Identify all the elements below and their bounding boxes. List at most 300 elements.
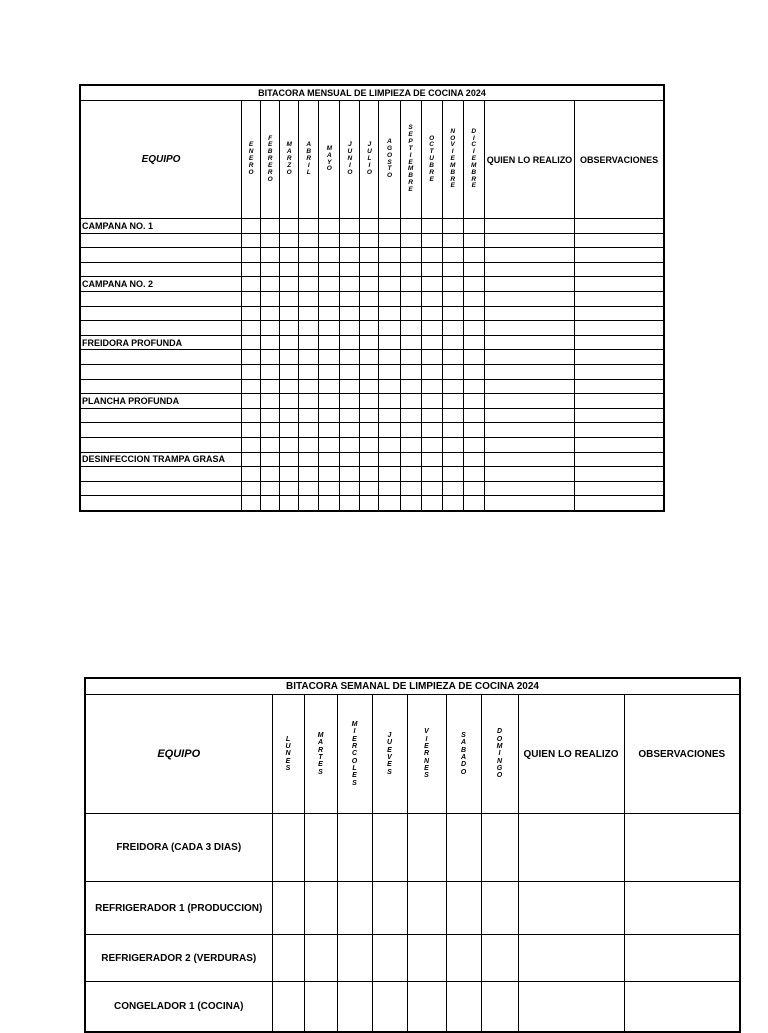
monthly-cell[interactable]: [379, 262, 400, 277]
monthly-cell[interactable]: [442, 277, 463, 292]
monthly-cell[interactable]: [242, 277, 261, 292]
monthly-cell[interactable]: [242, 481, 261, 496]
monthly-cell[interactable]: [340, 408, 360, 423]
monthly-cell[interactable]: [379, 481, 400, 496]
monthly-cell[interactable]: [340, 335, 360, 350]
monthly-cell[interactable]: [400, 394, 421, 409]
weekly-cell[interactable]: [272, 882, 304, 935]
monthly-cell[interactable]: [261, 306, 280, 321]
monthly-cell[interactable]: [575, 394, 664, 409]
monthly-cell[interactable]: [242, 379, 261, 394]
monthly-cell[interactable]: [575, 335, 664, 350]
monthly-equipo-cell[interactable]: [80, 350, 242, 365]
monthly-cell[interactable]: [319, 423, 340, 438]
monthly-equipo-cell[interactable]: [80, 423, 242, 438]
monthly-cell[interactable]: [400, 277, 421, 292]
monthly-cell[interactable]: [421, 496, 442, 511]
monthly-cell[interactable]: [379, 233, 400, 248]
weekly-cell[interactable]: [481, 882, 518, 935]
monthly-cell[interactable]: [442, 248, 463, 263]
monthly-cell[interactable]: [319, 496, 340, 511]
monthly-cell[interactable]: [261, 291, 280, 306]
monthly-cell[interactable]: [463, 277, 484, 292]
monthly-cell[interactable]: [242, 437, 261, 452]
monthly-cell[interactable]: [360, 262, 379, 277]
weekly-cell[interactable]: [337, 935, 372, 982]
monthly-cell[interactable]: [400, 321, 421, 336]
monthly-cell[interactable]: [360, 233, 379, 248]
monthly-cell[interactable]: [400, 481, 421, 496]
monthly-cell[interactable]: [442, 437, 463, 452]
monthly-cell[interactable]: [360, 379, 379, 394]
monthly-cell[interactable]: [280, 350, 299, 365]
monthly-cell[interactable]: [400, 364, 421, 379]
monthly-cell[interactable]: [299, 277, 319, 292]
monthly-cell[interactable]: [299, 379, 319, 394]
monthly-cell[interactable]: [575, 350, 664, 365]
monthly-cell[interactable]: [421, 321, 442, 336]
monthly-cell[interactable]: [299, 262, 319, 277]
monthly-cell[interactable]: [242, 335, 261, 350]
monthly-cell[interactable]: [421, 364, 442, 379]
monthly-cell[interactable]: [421, 306, 442, 321]
monthly-cell[interactable]: [400, 467, 421, 482]
monthly-cell[interactable]: [242, 306, 261, 321]
monthly-cell[interactable]: [299, 394, 319, 409]
monthly-cell[interactable]: [400, 219, 421, 234]
monthly-cell[interactable]: [400, 408, 421, 423]
monthly-cell[interactable]: [575, 423, 664, 438]
monthly-cell[interactable]: [360, 277, 379, 292]
monthly-cell[interactable]: [463, 248, 484, 263]
monthly-equipo-cell[interactable]: [80, 248, 242, 263]
monthly-cell[interactable]: [484, 335, 574, 350]
monthly-cell[interactable]: [280, 321, 299, 336]
monthly-cell[interactable]: [400, 423, 421, 438]
monthly-cell[interactable]: [261, 262, 280, 277]
monthly-cell[interactable]: [261, 452, 280, 467]
weekly-cell[interactable]: [372, 814, 407, 882]
monthly-cell[interactable]: [299, 452, 319, 467]
monthly-cell[interactable]: [575, 291, 664, 306]
monthly-cell[interactable]: [319, 248, 340, 263]
weekly-cell[interactable]: [624, 814, 740, 882]
monthly-cell[interactable]: [340, 219, 360, 234]
monthly-cell[interactable]: [379, 219, 400, 234]
monthly-cell[interactable]: [261, 423, 280, 438]
monthly-cell[interactable]: [299, 248, 319, 263]
weekly-cell[interactable]: [446, 982, 481, 1033]
monthly-cell[interactable]: [261, 467, 280, 482]
monthly-cell[interactable]: [575, 219, 664, 234]
monthly-cell[interactable]: [280, 364, 299, 379]
monthly-cell[interactable]: [280, 291, 299, 306]
monthly-cell[interactable]: [484, 379, 574, 394]
weekly-cell[interactable]: [518, 882, 624, 935]
monthly-cell[interactable]: [261, 350, 280, 365]
monthly-cell[interactable]: [340, 277, 360, 292]
monthly-cell[interactable]: [421, 437, 442, 452]
weekly-cell[interactable]: [624, 882, 740, 935]
monthly-cell[interactable]: [319, 481, 340, 496]
monthly-cell[interactable]: [319, 277, 340, 292]
monthly-cell[interactable]: [421, 408, 442, 423]
monthly-cell[interactable]: [442, 481, 463, 496]
monthly-cell[interactable]: [484, 321, 574, 336]
monthly-cell[interactable]: [379, 452, 400, 467]
monthly-cell[interactable]: [261, 496, 280, 511]
monthly-cell[interactable]: [421, 350, 442, 365]
monthly-cell[interactable]: [484, 248, 574, 263]
monthly-cell[interactable]: [421, 277, 442, 292]
monthly-cell[interactable]: [400, 262, 421, 277]
monthly-cell[interactable]: [379, 335, 400, 350]
monthly-cell[interactable]: [340, 233, 360, 248]
monthly-cell[interactable]: [442, 335, 463, 350]
monthly-cell[interactable]: [463, 364, 484, 379]
monthly-cell[interactable]: [261, 321, 280, 336]
weekly-cell[interactable]: [304, 982, 337, 1033]
monthly-cell[interactable]: [379, 437, 400, 452]
monthly-cell[interactable]: [299, 496, 319, 511]
weekly-cell[interactable]: [337, 982, 372, 1033]
monthly-cell[interactable]: [463, 350, 484, 365]
monthly-cell[interactable]: [379, 248, 400, 263]
monthly-cell[interactable]: [484, 277, 574, 292]
monthly-cell[interactable]: [421, 481, 442, 496]
monthly-cell[interactable]: [463, 262, 484, 277]
monthly-cell[interactable]: [379, 306, 400, 321]
weekly-cell[interactable]: [446, 935, 481, 982]
monthly-cell[interactable]: [360, 437, 379, 452]
monthly-cell[interactable]: [575, 321, 664, 336]
monthly-cell[interactable]: [360, 291, 379, 306]
monthly-cell[interactable]: [463, 423, 484, 438]
monthly-cell[interactable]: [319, 219, 340, 234]
monthly-cell[interactable]: [442, 408, 463, 423]
monthly-equipo-cell[interactable]: [80, 306, 242, 321]
weekly-cell[interactable]: [481, 982, 518, 1033]
monthly-cell[interactable]: [484, 481, 574, 496]
monthly-cell[interactable]: [463, 437, 484, 452]
monthly-cell[interactable]: [319, 350, 340, 365]
monthly-cell[interactable]: [242, 364, 261, 379]
monthly-cell[interactable]: [360, 452, 379, 467]
monthly-cell[interactable]: [340, 467, 360, 482]
monthly-cell[interactable]: [360, 364, 379, 379]
monthly-cell[interactable]: [400, 379, 421, 394]
weekly-cell[interactable]: [372, 935, 407, 982]
monthly-cell[interactable]: [340, 423, 360, 438]
monthly-cell[interactable]: [575, 481, 664, 496]
monthly-cell[interactable]: [360, 335, 379, 350]
monthly-cell[interactable]: [575, 467, 664, 482]
monthly-cell[interactable]: [319, 408, 340, 423]
monthly-cell[interactable]: [575, 277, 664, 292]
monthly-cell[interactable]: [280, 306, 299, 321]
monthly-cell[interactable]: [463, 291, 484, 306]
monthly-cell[interactable]: [484, 291, 574, 306]
monthly-cell[interactable]: [280, 423, 299, 438]
monthly-cell[interactable]: [319, 364, 340, 379]
monthly-cell[interactable]: [261, 394, 280, 409]
monthly-cell[interactable]: [421, 394, 442, 409]
monthly-cell[interactable]: [340, 437, 360, 452]
monthly-cell[interactable]: [442, 262, 463, 277]
weekly-cell[interactable]: [272, 814, 304, 882]
weekly-cell[interactable]: [624, 935, 740, 982]
monthly-cell[interactable]: [484, 496, 574, 511]
weekly-cell[interactable]: [407, 935, 446, 982]
monthly-cell[interactable]: [242, 408, 261, 423]
monthly-cell[interactable]: [360, 248, 379, 263]
monthly-cell[interactable]: [360, 423, 379, 438]
monthly-cell[interactable]: [484, 364, 574, 379]
monthly-cell[interactable]: [484, 467, 574, 482]
weekly-cell[interactable]: [337, 882, 372, 935]
monthly-cell[interactable]: [340, 321, 360, 336]
monthly-cell[interactable]: [442, 233, 463, 248]
monthly-cell[interactable]: [299, 467, 319, 482]
monthly-cell[interactable]: [299, 335, 319, 350]
monthly-cell[interactable]: [261, 408, 280, 423]
monthly-cell[interactable]: [575, 379, 664, 394]
monthly-cell[interactable]: [319, 321, 340, 336]
weekly-cell[interactable]: [624, 982, 740, 1033]
monthly-cell[interactable]: [379, 277, 400, 292]
monthly-cell[interactable]: [400, 248, 421, 263]
monthly-cell[interactable]: [360, 481, 379, 496]
monthly-cell[interactable]: [299, 350, 319, 365]
weekly-cell[interactable]: [372, 882, 407, 935]
monthly-cell[interactable]: [299, 437, 319, 452]
monthly-cell[interactable]: [299, 481, 319, 496]
monthly-cell[interactable]: [319, 467, 340, 482]
monthly-equipo-cell[interactable]: [80, 496, 242, 511]
monthly-cell[interactable]: [242, 394, 261, 409]
monthly-cell[interactable]: [340, 481, 360, 496]
monthly-cell[interactable]: [484, 423, 574, 438]
monthly-cell[interactable]: [360, 350, 379, 365]
monthly-cell[interactable]: [442, 379, 463, 394]
monthly-cell[interactable]: [575, 452, 664, 467]
monthly-cell[interactable]: [261, 219, 280, 234]
weekly-cell[interactable]: [518, 935, 624, 982]
monthly-cell[interactable]: [360, 321, 379, 336]
monthly-cell[interactable]: [442, 219, 463, 234]
monthly-cell[interactable]: [575, 233, 664, 248]
monthly-cell[interactable]: [463, 335, 484, 350]
monthly-cell[interactable]: [575, 262, 664, 277]
monthly-cell[interactable]: [442, 321, 463, 336]
monthly-cell[interactable]: [442, 423, 463, 438]
monthly-cell[interactable]: [242, 321, 261, 336]
monthly-cell[interactable]: [400, 452, 421, 467]
monthly-cell[interactable]: [379, 379, 400, 394]
monthly-cell[interactable]: [379, 291, 400, 306]
monthly-cell[interactable]: [340, 452, 360, 467]
monthly-cell[interactable]: [261, 277, 280, 292]
monthly-cell[interactable]: [319, 291, 340, 306]
monthly-cell[interactable]: [340, 496, 360, 511]
weekly-cell[interactable]: [481, 814, 518, 882]
monthly-cell[interactable]: [484, 394, 574, 409]
monthly-cell[interactable]: [280, 408, 299, 423]
monthly-cell[interactable]: [484, 233, 574, 248]
monthly-cell[interactable]: [360, 306, 379, 321]
monthly-cell[interactable]: [319, 379, 340, 394]
monthly-cell[interactable]: [400, 233, 421, 248]
monthly-cell[interactable]: [484, 437, 574, 452]
monthly-cell[interactable]: [400, 291, 421, 306]
weekly-cell[interactable]: [446, 814, 481, 882]
monthly-equipo-cell[interactable]: [80, 379, 242, 394]
monthly-cell[interactable]: [280, 452, 299, 467]
monthly-cell[interactable]: [484, 350, 574, 365]
monthly-cell[interactable]: [463, 408, 484, 423]
monthly-cell[interactable]: [242, 248, 261, 263]
weekly-cell[interactable]: [272, 982, 304, 1033]
monthly-cell[interactable]: [340, 306, 360, 321]
monthly-equipo-cell[interactable]: [80, 262, 242, 277]
monthly-cell[interactable]: [299, 321, 319, 336]
monthly-cell[interactable]: [484, 306, 574, 321]
monthly-cell[interactable]: [575, 496, 664, 511]
monthly-cell[interactable]: [299, 233, 319, 248]
monthly-cell[interactable]: [379, 321, 400, 336]
monthly-cell[interactable]: [261, 335, 280, 350]
weekly-cell[interactable]: [518, 982, 624, 1033]
monthly-cell[interactable]: [340, 291, 360, 306]
monthly-cell[interactable]: [379, 496, 400, 511]
weekly-cell[interactable]: [304, 882, 337, 935]
monthly-cell[interactable]: [463, 219, 484, 234]
monthly-cell[interactable]: [484, 452, 574, 467]
monthly-cell[interactable]: [463, 306, 484, 321]
monthly-cell[interactable]: [442, 394, 463, 409]
monthly-cell[interactable]: [242, 452, 261, 467]
weekly-cell[interactable]: [337, 814, 372, 882]
monthly-cell[interactable]: [280, 379, 299, 394]
monthly-cell[interactable]: [360, 496, 379, 511]
monthly-cell[interactable]: [242, 350, 261, 365]
monthly-cell[interactable]: [319, 233, 340, 248]
monthly-cell[interactable]: [463, 394, 484, 409]
monthly-cell[interactable]: [280, 467, 299, 482]
monthly-cell[interactable]: [442, 291, 463, 306]
monthly-cell[interactable]: [463, 379, 484, 394]
monthly-cell[interactable]: [484, 219, 574, 234]
monthly-cell[interactable]: [379, 364, 400, 379]
weekly-cell[interactable]: [372, 982, 407, 1033]
monthly-cell[interactable]: [299, 219, 319, 234]
monthly-cell[interactable]: [463, 467, 484, 482]
monthly-cell[interactable]: [400, 335, 421, 350]
weekly-cell[interactable]: [304, 814, 337, 882]
monthly-cell[interactable]: [319, 306, 340, 321]
monthly-cell[interactable]: [379, 423, 400, 438]
monthly-cell[interactable]: [242, 467, 261, 482]
monthly-cell[interactable]: [299, 423, 319, 438]
weekly-cell[interactable]: [304, 935, 337, 982]
monthly-equipo-cell[interactable]: [80, 408, 242, 423]
monthly-cell[interactable]: [280, 262, 299, 277]
monthly-cell[interactable]: [261, 248, 280, 263]
weekly-cell[interactable]: [407, 982, 446, 1033]
monthly-cell[interactable]: [442, 452, 463, 467]
monthly-cell[interactable]: [340, 379, 360, 394]
monthly-cell[interactable]: [463, 452, 484, 467]
monthly-cell[interactable]: [280, 233, 299, 248]
monthly-cell[interactable]: [319, 452, 340, 467]
monthly-cell[interactable]: [299, 306, 319, 321]
monthly-cell[interactable]: [340, 350, 360, 365]
monthly-cell[interactable]: [340, 262, 360, 277]
monthly-equipo-cell[interactable]: [80, 291, 242, 306]
monthly-cell[interactable]: [463, 481, 484, 496]
monthly-cell[interactable]: [421, 467, 442, 482]
monthly-cell[interactable]: [463, 321, 484, 336]
monthly-cell[interactable]: [421, 291, 442, 306]
monthly-cell[interactable]: [442, 350, 463, 365]
monthly-cell[interactable]: [261, 437, 280, 452]
monthly-cell[interactable]: [400, 437, 421, 452]
monthly-equipo-cell[interactable]: [80, 364, 242, 379]
monthly-cell[interactable]: [421, 335, 442, 350]
monthly-cell[interactable]: [379, 350, 400, 365]
monthly-cell[interactable]: [575, 306, 664, 321]
monthly-cell[interactable]: [360, 408, 379, 423]
monthly-cell[interactable]: [280, 335, 299, 350]
monthly-cell[interactable]: [280, 248, 299, 263]
monthly-cell[interactable]: [261, 379, 280, 394]
monthly-cell[interactable]: [242, 262, 261, 277]
monthly-equipo-cell[interactable]: [80, 467, 242, 482]
monthly-cell[interactable]: [421, 219, 442, 234]
monthly-cell[interactable]: [484, 408, 574, 423]
monthly-cell[interactable]: [400, 350, 421, 365]
monthly-cell[interactable]: [242, 496, 261, 511]
monthly-cell[interactable]: [463, 233, 484, 248]
monthly-cell[interactable]: [421, 379, 442, 394]
monthly-cell[interactable]: [421, 233, 442, 248]
monthly-cell[interactable]: [575, 364, 664, 379]
monthly-cell[interactable]: [299, 408, 319, 423]
monthly-cell[interactable]: [484, 262, 574, 277]
monthly-cell[interactable]: [261, 233, 280, 248]
monthly-cell[interactable]: [442, 364, 463, 379]
monthly-cell[interactable]: [261, 364, 280, 379]
monthly-cell[interactable]: [340, 364, 360, 379]
monthly-cell[interactable]: [280, 481, 299, 496]
monthly-cell[interactable]: [360, 467, 379, 482]
monthly-cell[interactable]: [442, 496, 463, 511]
monthly-cell[interactable]: [360, 219, 379, 234]
monthly-cell[interactable]: [575, 437, 664, 452]
monthly-cell[interactable]: [379, 408, 400, 423]
monthly-equipo-cell[interactable]: [80, 437, 242, 452]
monthly-cell[interactable]: [299, 291, 319, 306]
monthly-cell[interactable]: [421, 423, 442, 438]
monthly-cell[interactable]: [242, 423, 261, 438]
monthly-cell[interactable]: [242, 219, 261, 234]
monthly-cell[interactable]: [360, 394, 379, 409]
monthly-cell[interactable]: [442, 467, 463, 482]
monthly-cell[interactable]: [340, 248, 360, 263]
monthly-cell[interactable]: [421, 452, 442, 467]
monthly-cell[interactable]: [442, 306, 463, 321]
monthly-cell[interactable]: [280, 219, 299, 234]
